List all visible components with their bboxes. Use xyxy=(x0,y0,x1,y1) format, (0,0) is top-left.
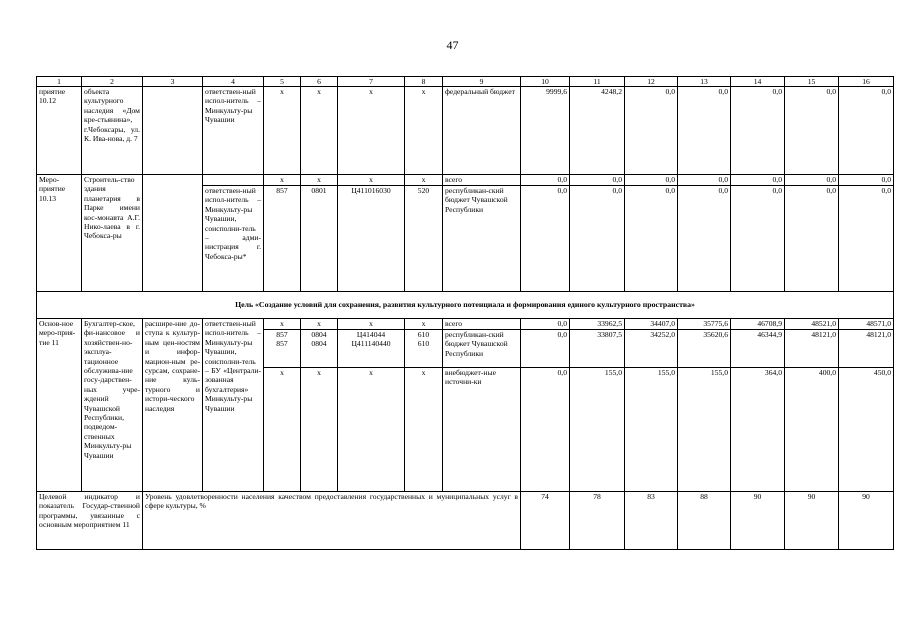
funding-source: республикан-ский бюджет Чувашской Республики xyxy=(443,330,521,368)
target-code xyxy=(338,330,405,368)
value-cell: 0,0 xyxy=(521,186,570,292)
value-cell: 48121,0 xyxy=(839,330,894,368)
target-code: x xyxy=(338,319,405,330)
header-cell: 4 xyxy=(203,77,264,87)
page-number: 47 xyxy=(446,38,459,52)
header-cell: 12 xyxy=(625,77,678,87)
value-cell: 9999,6 xyxy=(521,87,570,175)
value-cell: 0,0 xyxy=(521,319,570,330)
value-cell: 35775,6 xyxy=(678,319,731,330)
funding-source: внебюджет-ные источни-ки xyxy=(443,368,521,492)
value-cell: 0,0 xyxy=(731,186,785,292)
expense-type xyxy=(405,330,443,368)
header-cell: 5 xyxy=(264,77,301,87)
value-cell: 0,0 xyxy=(839,186,894,292)
grbs-code: x xyxy=(264,319,301,330)
executor xyxy=(203,175,264,186)
value-cell: 0,0 xyxy=(731,175,785,186)
target-code: x xyxy=(338,175,405,186)
section-code: 0801 xyxy=(301,186,338,292)
code-line: 610 xyxy=(417,330,430,339)
value-cell: 0,0 xyxy=(625,87,678,175)
grbs-code xyxy=(264,330,301,368)
value-cell: 83 xyxy=(625,492,678,550)
measure-number: Меро-приятие 10.13 xyxy=(37,175,82,292)
code-line: Ц411140440 xyxy=(351,339,391,349)
expense-type: x xyxy=(405,87,443,175)
header-cell: 7 xyxy=(338,77,405,87)
expense-type: x xyxy=(405,368,443,492)
value-cell: 0,0 xyxy=(678,186,731,292)
value-cell: 90 xyxy=(785,492,839,550)
grbs-code: x xyxy=(264,87,301,175)
header-cell: 14 xyxy=(731,77,785,87)
header-cell: 13 xyxy=(678,77,731,87)
measure-number: Основ-ное меро-прия-тие 11 xyxy=(37,319,82,492)
value-cell: 33962,5 xyxy=(570,319,625,330)
target-code: x xyxy=(338,87,405,175)
value-cell: 155,0 xyxy=(570,368,625,492)
value-cell: 0,0 xyxy=(570,175,625,186)
measure-goal xyxy=(143,87,203,175)
header-cell: 2 xyxy=(82,77,143,87)
value-cell: 90 xyxy=(731,492,785,550)
expense-type: 520 xyxy=(405,186,443,292)
value-cell: 0,0 xyxy=(625,175,678,186)
value-cell: 0,0 xyxy=(678,175,731,186)
grbs-code: x xyxy=(264,368,301,492)
header-cell: 6 xyxy=(301,77,338,87)
header-cell: 8 xyxy=(405,77,443,87)
value-cell: 0,0 xyxy=(678,87,731,175)
value-cell: 0,0 xyxy=(570,186,625,292)
code-line: 0804 xyxy=(311,330,327,339)
goal-heading: Цель «Создание условий для сохранения, развития культурного потенциала и формирования единого культурного пространства» xyxy=(37,292,894,319)
funding-source: всего xyxy=(443,319,521,330)
code-line: 857 xyxy=(276,330,288,339)
funding-source: федеральный бюджет xyxy=(443,87,521,175)
program-table xyxy=(36,76,894,550)
header-cell: 11 xyxy=(570,77,625,87)
value-cell: 155,0 xyxy=(678,368,731,492)
executor: ответствен-ный испол-нитель – Минкульту-ры Чувашии, соисполни-тель – адми-нистрация г. Чебокса-ры* xyxy=(203,186,264,292)
target-code: x xyxy=(338,368,405,492)
value-cell: 0,0 xyxy=(785,87,839,175)
code-line: 0804 xyxy=(311,339,327,349)
code-line: Ц414044 xyxy=(356,330,386,339)
table-row xyxy=(37,175,894,186)
value-cell: 0,0 xyxy=(839,175,894,186)
value-cell: 155,0 xyxy=(625,368,678,492)
goal-row xyxy=(37,292,894,319)
funding-source: всего xyxy=(443,175,521,186)
target-code: Ц411016030 xyxy=(338,186,405,292)
header-cell: 1 xyxy=(37,77,82,87)
indicator-text: Уровень удовлетворенности населения качеством предоставления государственных и муниципальных услуг в сфере культуры, % xyxy=(143,492,521,550)
code-line: 610 xyxy=(417,339,430,349)
section-code: x xyxy=(301,175,338,186)
header-cell: 3 xyxy=(143,77,203,87)
header-row xyxy=(37,77,894,87)
header-cell: 15 xyxy=(785,77,839,87)
section-code: x xyxy=(301,87,338,175)
section-code xyxy=(301,330,338,368)
code-line: 857 xyxy=(276,339,288,349)
table-row xyxy=(37,319,894,330)
indicator-label: Целевой индикатор и показатель Государ-ственной программы, увязанные с основным мероприятием 11 xyxy=(37,492,143,550)
value-cell: 4248,2 xyxy=(570,87,625,175)
measure-name: объекта культурного наследия «Дом кре-стьянина», г.Чебоксары, ул. К. Ива-нова, д. 7 xyxy=(82,87,143,175)
value-cell: 450,0 xyxy=(839,368,894,492)
value-cell: 0,0 xyxy=(521,368,570,492)
value-cell: 364,0 xyxy=(731,368,785,492)
header-cell: 10 xyxy=(521,77,570,87)
grbs-code: x xyxy=(264,175,301,186)
value-cell: 400,0 xyxy=(785,368,839,492)
value-cell: 0,0 xyxy=(521,175,570,186)
measure-name: Бухгалтер-ское, фи-нансовое и хозяйствен-но-эксплуа-тационное обслужива-ние госу-дарствен-ных учре-ждений Чувашской Республики, подведом-ственных Минкульту-ры Чувашии xyxy=(82,319,143,492)
measure-goal xyxy=(143,175,203,292)
value-cell: 0,0 xyxy=(731,87,785,175)
section-code: x xyxy=(301,368,338,492)
value-cell: 0,0 xyxy=(839,87,894,175)
value-cell: 35620,6 xyxy=(678,330,731,368)
value-cell: 34407,0 xyxy=(625,319,678,330)
value-cell: 48571,0 xyxy=(839,319,894,330)
expense-type: x xyxy=(405,175,443,186)
executor: ответствен-ный испол-нитель – Минкульту-ры Чувашии xyxy=(203,87,264,175)
value-cell: 90 xyxy=(839,492,894,550)
value-cell: 34252,0 xyxy=(625,330,678,368)
value-cell: 46708,9 xyxy=(731,319,785,330)
value-cell: 0,0 xyxy=(625,186,678,292)
measure-number: приятие 10.12 xyxy=(37,87,82,175)
value-cell: 78 xyxy=(570,492,625,550)
value-cell: 74 xyxy=(521,492,570,550)
table-row xyxy=(37,87,894,175)
value-cell: 88 xyxy=(678,492,731,550)
value-cell: 0,0 xyxy=(785,186,839,292)
header-cell: 9 xyxy=(443,77,521,87)
measure-goal: расшире-ние до-ступа к культур-ным цен-ностям и инфор-мацион-ным ре-сурсам, сохране-ние куль-турного и истори-ческого наследия xyxy=(143,319,203,492)
value-cell: 0,0 xyxy=(785,175,839,186)
table-row xyxy=(37,492,894,550)
value-cell: 48121,0 xyxy=(785,330,839,368)
measure-name: Строитель-ство здания планетария в Парке имени кос-монавта А.Г. Нико-лаева в г. Чебокса-ры xyxy=(82,175,143,292)
grbs-code: 857 xyxy=(264,186,301,292)
expense-type: x xyxy=(405,319,443,330)
header-cell: 16 xyxy=(839,77,894,87)
executor: ответствен-ный испол-нитель – Минкульту-ры Чувашии, соисполни-тель – БУ «Централи-зованная бухгалтерия» Минкульту-ры Чувашии xyxy=(203,319,264,492)
section-code: x xyxy=(301,319,338,330)
value-cell: 46344,9 xyxy=(731,330,785,368)
value-cell: 33807,5 xyxy=(570,330,625,368)
value-cell: 0,0 xyxy=(521,330,570,368)
value-cell: 48521,0 xyxy=(785,319,839,330)
funding-source: республикан-ский бюджет Чувашской Республики xyxy=(443,186,521,292)
